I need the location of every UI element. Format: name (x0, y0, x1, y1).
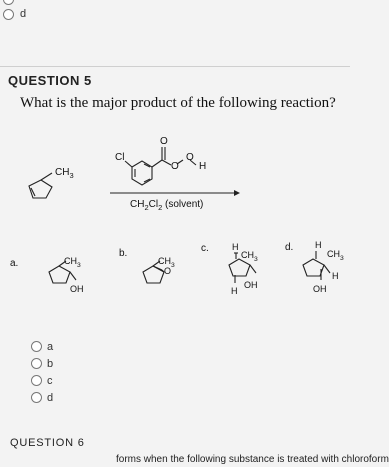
reagent-h: H (199, 161, 207, 172)
reagent-carbonyl-o: O (160, 136, 168, 147)
product-c-letter: c. (201, 243, 209, 254)
reagent-cl-label: Cl (115, 152, 125, 163)
product-a-ch3: $CH_3$ (64, 256, 81, 269)
option-label-a: a (47, 341, 54, 353)
option-radio-d-prev[interactable] (3, 9, 14, 20)
option-label-b: b (47, 358, 54, 370)
option-radio-c[interactable] (31, 375, 42, 386)
reactant-structure (24, 170, 84, 210)
reagent-o2: O (186, 152, 194, 163)
product-b-o: O (164, 266, 172, 276)
product-a-oh: OH (70, 284, 84, 294)
option-radio-d[interactable] (31, 392, 42, 403)
question-6-prompt: forms when the following substance is treated with chloroform (116, 454, 389, 465)
product-b-ch3: $CH_3$ (158, 256, 175, 269)
product-d-ch3: $CH_3$ (327, 249, 344, 262)
product-d-oh: OH (313, 284, 327, 294)
reactant-ch3-label: $CH_3$ (55, 167, 74, 180)
reaction-arrow (110, 188, 240, 198)
option-radio-b[interactable] (31, 358, 42, 369)
product-c-oh: OH (244, 280, 258, 290)
product-d-h-top: H (315, 240, 322, 250)
product-d-letter: d. (285, 242, 294, 253)
question-5-heading: QUESTION 5 (8, 73, 92, 88)
reagent-solvent-label: $CH_2Cl_2$ (solvent) (130, 199, 204, 212)
product-c-h-top: H (232, 242, 239, 252)
product-c-ch3: $CH_3$ (241, 250, 258, 263)
option-radio-top[interactable] (3, 0, 14, 5)
reagent-o1: O (171, 161, 179, 172)
product-a-letter: a. (10, 258, 19, 269)
option-radio-a[interactable] (31, 341, 42, 352)
product-d-h-right: H (332, 271, 339, 281)
product-c-h-bottom: H (231, 286, 238, 296)
reagent-structure (120, 140, 210, 190)
option-label-d-prev: d (20, 8, 27, 20)
product-b-letter: b. (119, 248, 128, 259)
section-divider (0, 66, 350, 67)
option-label-c: c (47, 375, 53, 387)
question-6-heading: QUESTION 6 (10, 437, 85, 449)
question-5-prompt: What is the major product of the following reaction? (20, 95, 336, 111)
option-label-d: d (47, 392, 54, 404)
